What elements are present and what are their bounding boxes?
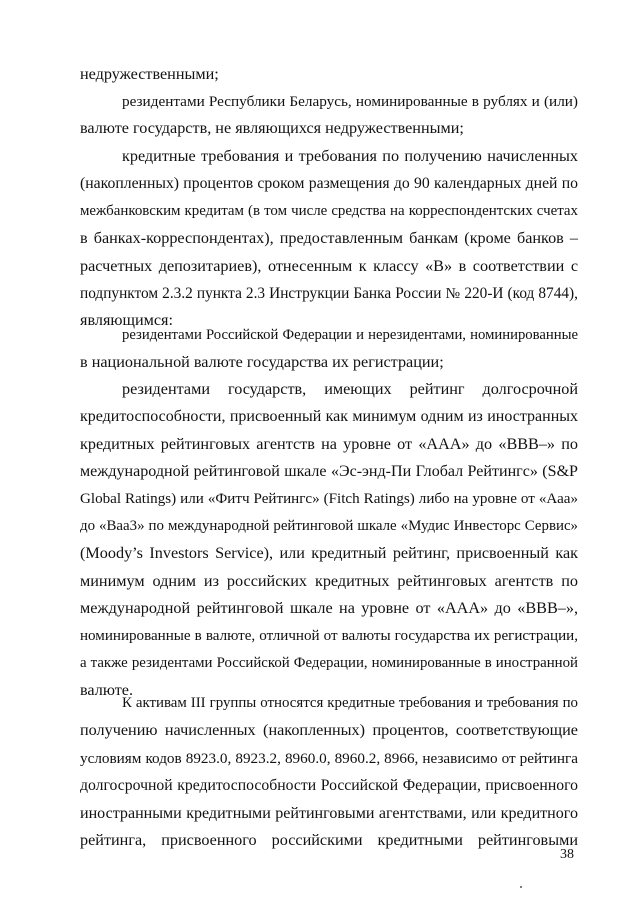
text-line: К активам III группы относятся кредитные требования и требования по: [122, 695, 578, 711]
paragraph-interbank-credit-claims: [80, 143, 578, 335]
text-line: резидентами государств, имеющих рейтинг долгосрочной: [122, 380, 578, 398]
text-line: номинированные в валюте, отличной от валюты государства их регистрации,: [80, 627, 578, 644]
text-line: Global Ratings) или «Фитч Рейтингс» (Fitch Ratings) либо на уровне от «Ааа»: [80, 490, 578, 507]
text-line: долгосрочной кредитоспособности Российской Федерации, присвоенного: [80, 777, 578, 795]
text-line: получению начисленных (накопленных) процентов, соответствующие: [80, 721, 578, 740]
text-line: подпунктом 2.3.2 пункта 2.3 Инструкции Банка России № 220-И (код 8744),: [80, 284, 578, 302]
text-line: недружественными;: [80, 65, 219, 83]
paragraph-rated-states-residents: [80, 376, 578, 705]
paragraph-group-iii-assets: [80, 690, 578, 854]
paragraph-russian-residents: [80, 322, 578, 377]
text-line: международной рейтинговой шкале «Эс-энд-Пи Глобал Рейтингс» (S&P: [80, 463, 578, 481]
text-line: расчетных депозитариев), отнесенным к классу «В» в соответствии с: [80, 256, 578, 275]
text-line: резидентами Республики Беларусь, номинированные в рублях и (или): [122, 93, 578, 110]
text-line: кредитных рейтинговых агентств на уровне от «ААА» до «ВВВ–» по: [80, 434, 578, 453]
text-line: рейтинга, присвоенного российскими кредитными рейтинговыми: [80, 830, 578, 849]
text-line: в национальной валюте государства их регистрации;: [80, 353, 444, 372]
text-line: являющимся:: [80, 311, 173, 330]
text-line: кредитные требования и требования по получению начисленных: [122, 147, 578, 165]
paragraph-continuation: [80, 61, 578, 88]
text-line: кредитоспособности, присвоенный как минимум одним из иностранных: [80, 408, 578, 426]
text-line: валюте государств, не являющихся недружественными;: [80, 119, 464, 138]
text-line: (накопленных) процентов сроком размещения до 90 календарных дней по: [80, 175, 578, 193]
text-line: а также резидентами Российской Федерации, номинированные в иностранной: [80, 654, 578, 671]
text-line: валюте.: [80, 681, 134, 700]
scan-speck: [520, 886, 522, 888]
text-line: международной рейтинговой шкале на уровне от «ААА» до «ВВВ–»,: [80, 599, 578, 618]
text-line: иностранными кредитными рейтинговыми агентствами, или кредитного: [80, 804, 578, 822]
text-line: межбанковским кредитам (в том числе средства на корреспондентских счетах: [80, 202, 578, 219]
text-line: минимум одним из российских кредитных рейтинговых агентств по: [80, 571, 578, 590]
text-line: в банках-корреспондентах), предоставленным банкам (кроме банков –: [80, 229, 578, 248]
text-line: резидентами Российской Федерации и нерезидентами, номинированные: [122, 327, 578, 343]
page-number: 38: [560, 847, 574, 862]
text-line: условиям кодов 8923.0, 8923.2, 8960.0, 8960.2, 8966, независимо от рейтинга: [80, 749, 578, 767]
text-line: (Moody’s Investors Service), или кредитный рейтинг, присвоенный как: [80, 544, 578, 563]
paragraph-belarus-residents: [80, 88, 578, 143]
text-line: до «Ваа3» по международной рейтинговой шкале «Мудис Инвесторс Сервис»: [80, 517, 578, 534]
